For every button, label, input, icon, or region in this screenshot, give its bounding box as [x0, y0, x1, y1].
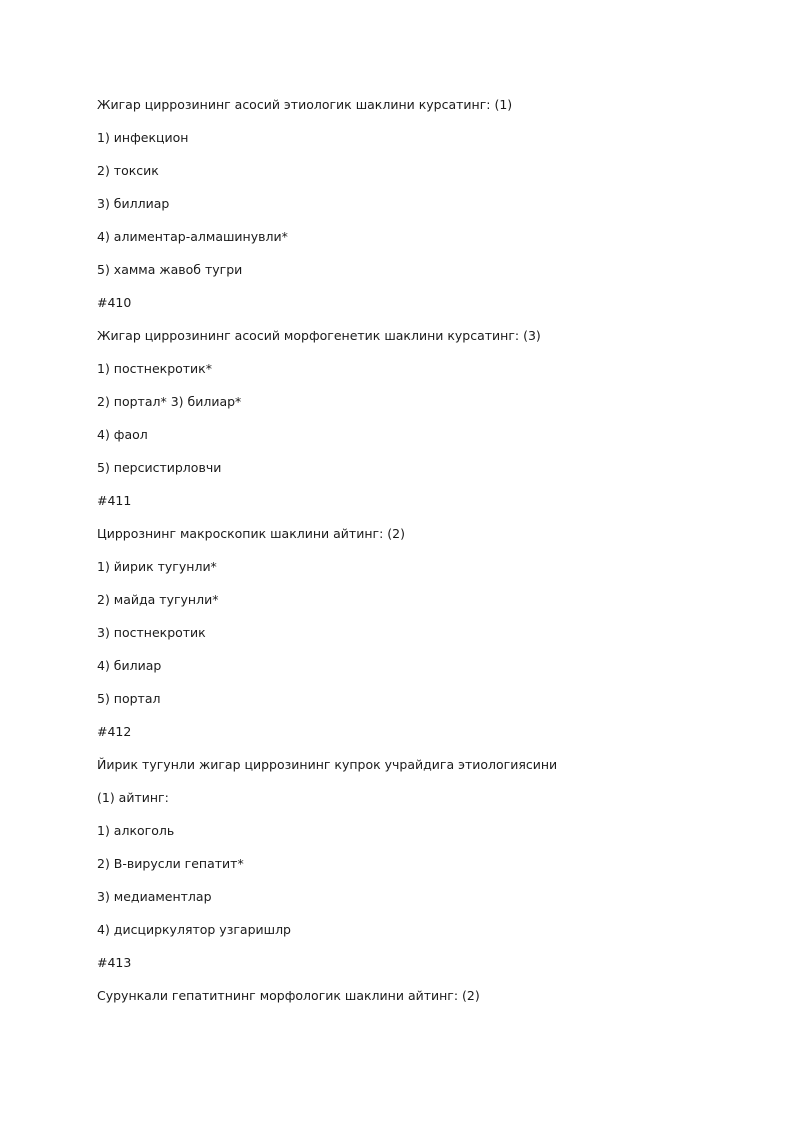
text-line: 4) алиментар-алмашинувли*: [97, 229, 288, 244]
text-line: 5) хамма жавоб тугри: [97, 262, 243, 277]
text-line: 4) фаол: [97, 427, 148, 442]
text-line: 2) портал* 3) билиар*: [97, 394, 242, 409]
text-line: (1) айтинг:: [97, 790, 169, 805]
text-line: Сурункали гепатитнинг морфологик шаклини айтинг: (2): [97, 988, 480, 1003]
text-line: 3) постнекротик: [97, 625, 206, 640]
text-line: Циррознинг макроскопик шаклини айтинг: (2): [97, 526, 405, 541]
text-line: #410: [97, 295, 132, 310]
text-line: 2) В-вирусли гепатит*: [97, 856, 244, 871]
text-line: 1) йирик тугунли*: [97, 559, 217, 574]
text-line: 5) портал: [97, 691, 161, 706]
text-line: 5) персистирловчи: [97, 460, 222, 475]
text-line: 4) дисциркулятор узгаришлр: [97, 922, 291, 937]
text-line: Жигар циррозининг асосий этиологик шаклини курсатинг: (1): [97, 97, 513, 112]
text-line: 2) токсик: [97, 163, 159, 178]
text-line: 4) билиар: [97, 658, 162, 673]
text-line: #411: [97, 493, 132, 508]
text-line: 1) алкоголь: [97, 823, 175, 838]
text-line: #412: [97, 724, 132, 739]
text-line: Жигар циррозининг асосий морфогенетик шаклини курсатинг: (3): [97, 328, 541, 343]
text-line: 2) майда тугунли*: [97, 592, 219, 607]
text-line: #413: [97, 955, 132, 970]
text-line: 1) постнекротик*: [97, 361, 212, 376]
document-text: [97, 95, 737, 1019]
text-line: 3) медиаментлар: [97, 889, 212, 904]
text-line: Йирик тугунли жигар циррозининг купрок учрайдига этиологиясини: [97, 757, 558, 772]
text-line: 3) биллиар: [97, 196, 170, 211]
text-line: 1) инфекцион: [97, 130, 189, 145]
